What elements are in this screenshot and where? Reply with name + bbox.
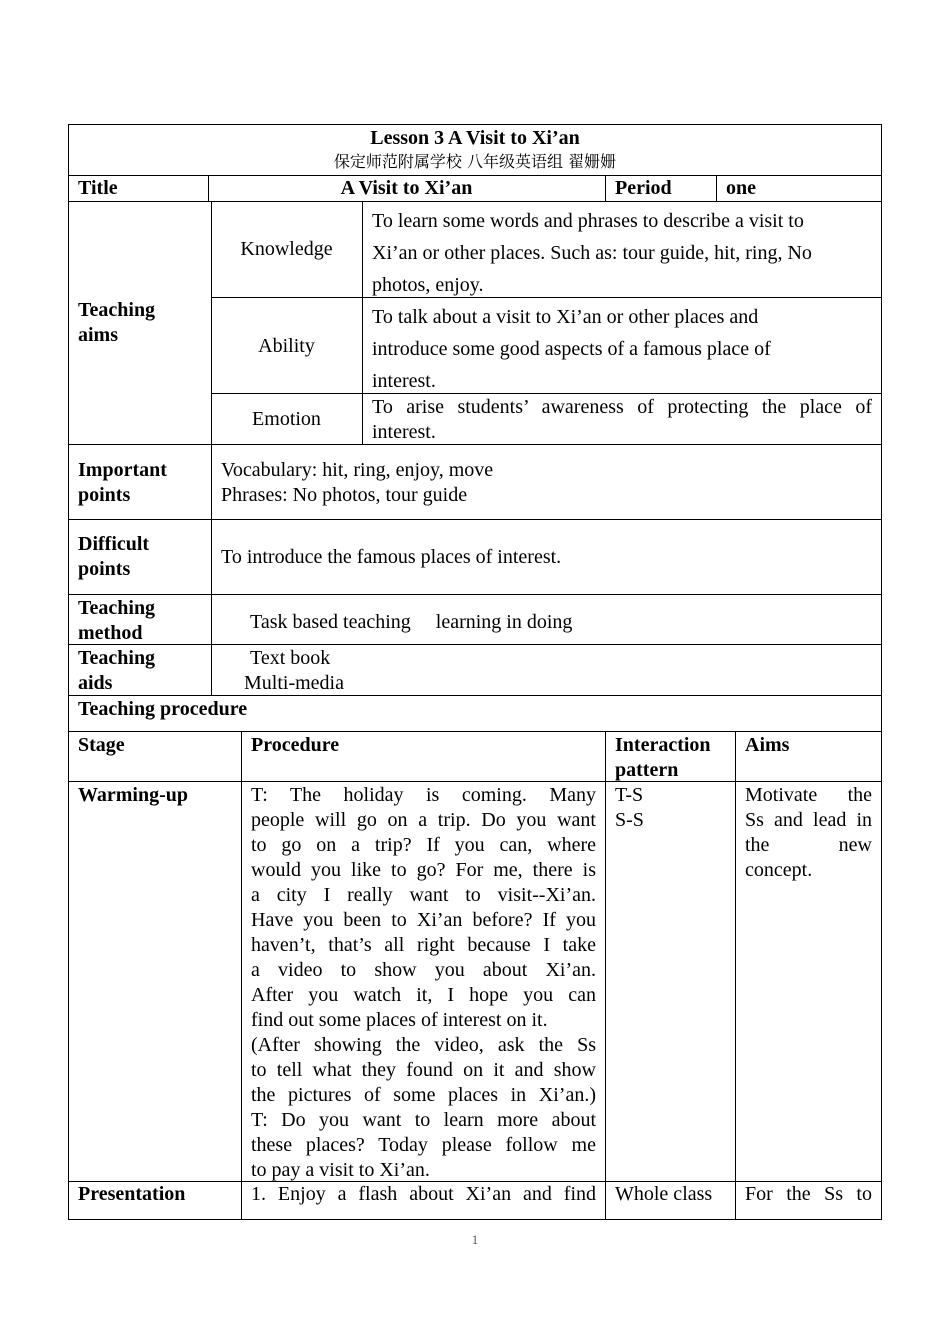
row-divider: [68, 781, 882, 782]
difficult-points-text: To introduce the famous places of interest.: [221, 546, 562, 568]
column-divider: [605, 731, 606, 1220]
title-value: A Visit to Xi’an: [340, 177, 473, 199]
warming-up-interaction: T-S S-S: [615, 784, 644, 831]
teaching-method-text: Task based teaching learning in doing: [250, 611, 573, 633]
title-label: Title: [78, 177, 118, 199]
warming-up-stage: Warming-up: [78, 784, 189, 806]
stage-column-header: Stage: [78, 734, 125, 756]
ability-label: Ability: [258, 335, 315, 357]
teaching-aids-label: Teaching aids: [78, 647, 156, 694]
difficult-points-label: Difficult points: [78, 533, 150, 580]
column-divider: [716, 175, 717, 201]
teaching-method-label: Teaching method: [78, 597, 156, 644]
column-divider: [211, 201, 212, 695]
knowledge-label: Knowledge: [240, 238, 333, 260]
emotion-text: To arise students’ awareness of protecting the place of interest.: [372, 396, 872, 443]
column-divider: [735, 731, 736, 1220]
interaction-column-header: Interaction pattern: [615, 734, 711, 781]
page-number: 1: [471, 1232, 479, 1247]
important-points-text: Vocabulary: hit, ring, enjoy, move Phrases: No photos, tour guide: [221, 459, 494, 506]
teaching-aids-text: Text book Multi-media: [244, 647, 344, 694]
teaching-aims-label: Teaching aims: [78, 299, 156, 346]
column-divider: [362, 201, 363, 444]
row-divider: [68, 594, 882, 595]
presentation-aims: For the Ss to: [745, 1183, 872, 1205]
emotion-label: Emotion: [252, 408, 321, 430]
presentation-stage: Presentation: [78, 1183, 186, 1205]
row-divider: [68, 201, 882, 202]
row-divider: [68, 731, 882, 732]
presentation-procedure: 1. Enjoy a flash about Xi’an and find: [251, 1183, 596, 1205]
procedure-column-header: Procedure: [251, 734, 340, 756]
procedure-heading: Teaching procedure: [78, 698, 248, 720]
column-divider: [241, 731, 242, 1220]
lesson-title: Lesson 3 A Visit to Xi’an: [370, 127, 580, 149]
important-points-label: Important points: [78, 459, 167, 506]
presentation-interaction: Whole class: [615, 1183, 713, 1205]
period-value: one: [726, 177, 756, 199]
school-line: 保定师范附属学校 八年级英语组 翟姗姗: [333, 152, 617, 171]
knowledge-text: To learn some words and phrases to describe a visit to Xi’an or other places. Such as: tour guide, hit, ring, No photos, enjoy.: [372, 210, 812, 296]
period-label: Period: [615, 177, 672, 199]
row-divider: [68, 644, 882, 645]
row-divider: [68, 519, 882, 520]
column-divider: [605, 175, 606, 201]
aims-column-header: Aims: [745, 734, 790, 756]
ability-text: To talk about a visit to Xi’an or other places and introduce some good aspects of a famous place of interest.: [372, 306, 771, 392]
warming-up-aims: Motivate the Ss and lead in the new concept.: [745, 784, 872, 881]
warming-up-procedure: T: The holiday is coming. Many people will go on a trip. Do you want to go on a trip? If you can, where would you like to go? For me, there is a city I really want to visit--Xi’an. Have you been to Xi’an before? If you haven’t, that’s all right because I take a video to show you about Xi’an. After you watch it, I hope you can find out some places of interest on it. (After showing the video, ask the Ss to tell what they found on it and show the pictures of some places in Xi’an.) T: Do you want to learn more about these places? Today please follow me to pay a visit to Xi’an.: [251, 784, 596, 1181]
row-divider: [68, 695, 882, 696]
